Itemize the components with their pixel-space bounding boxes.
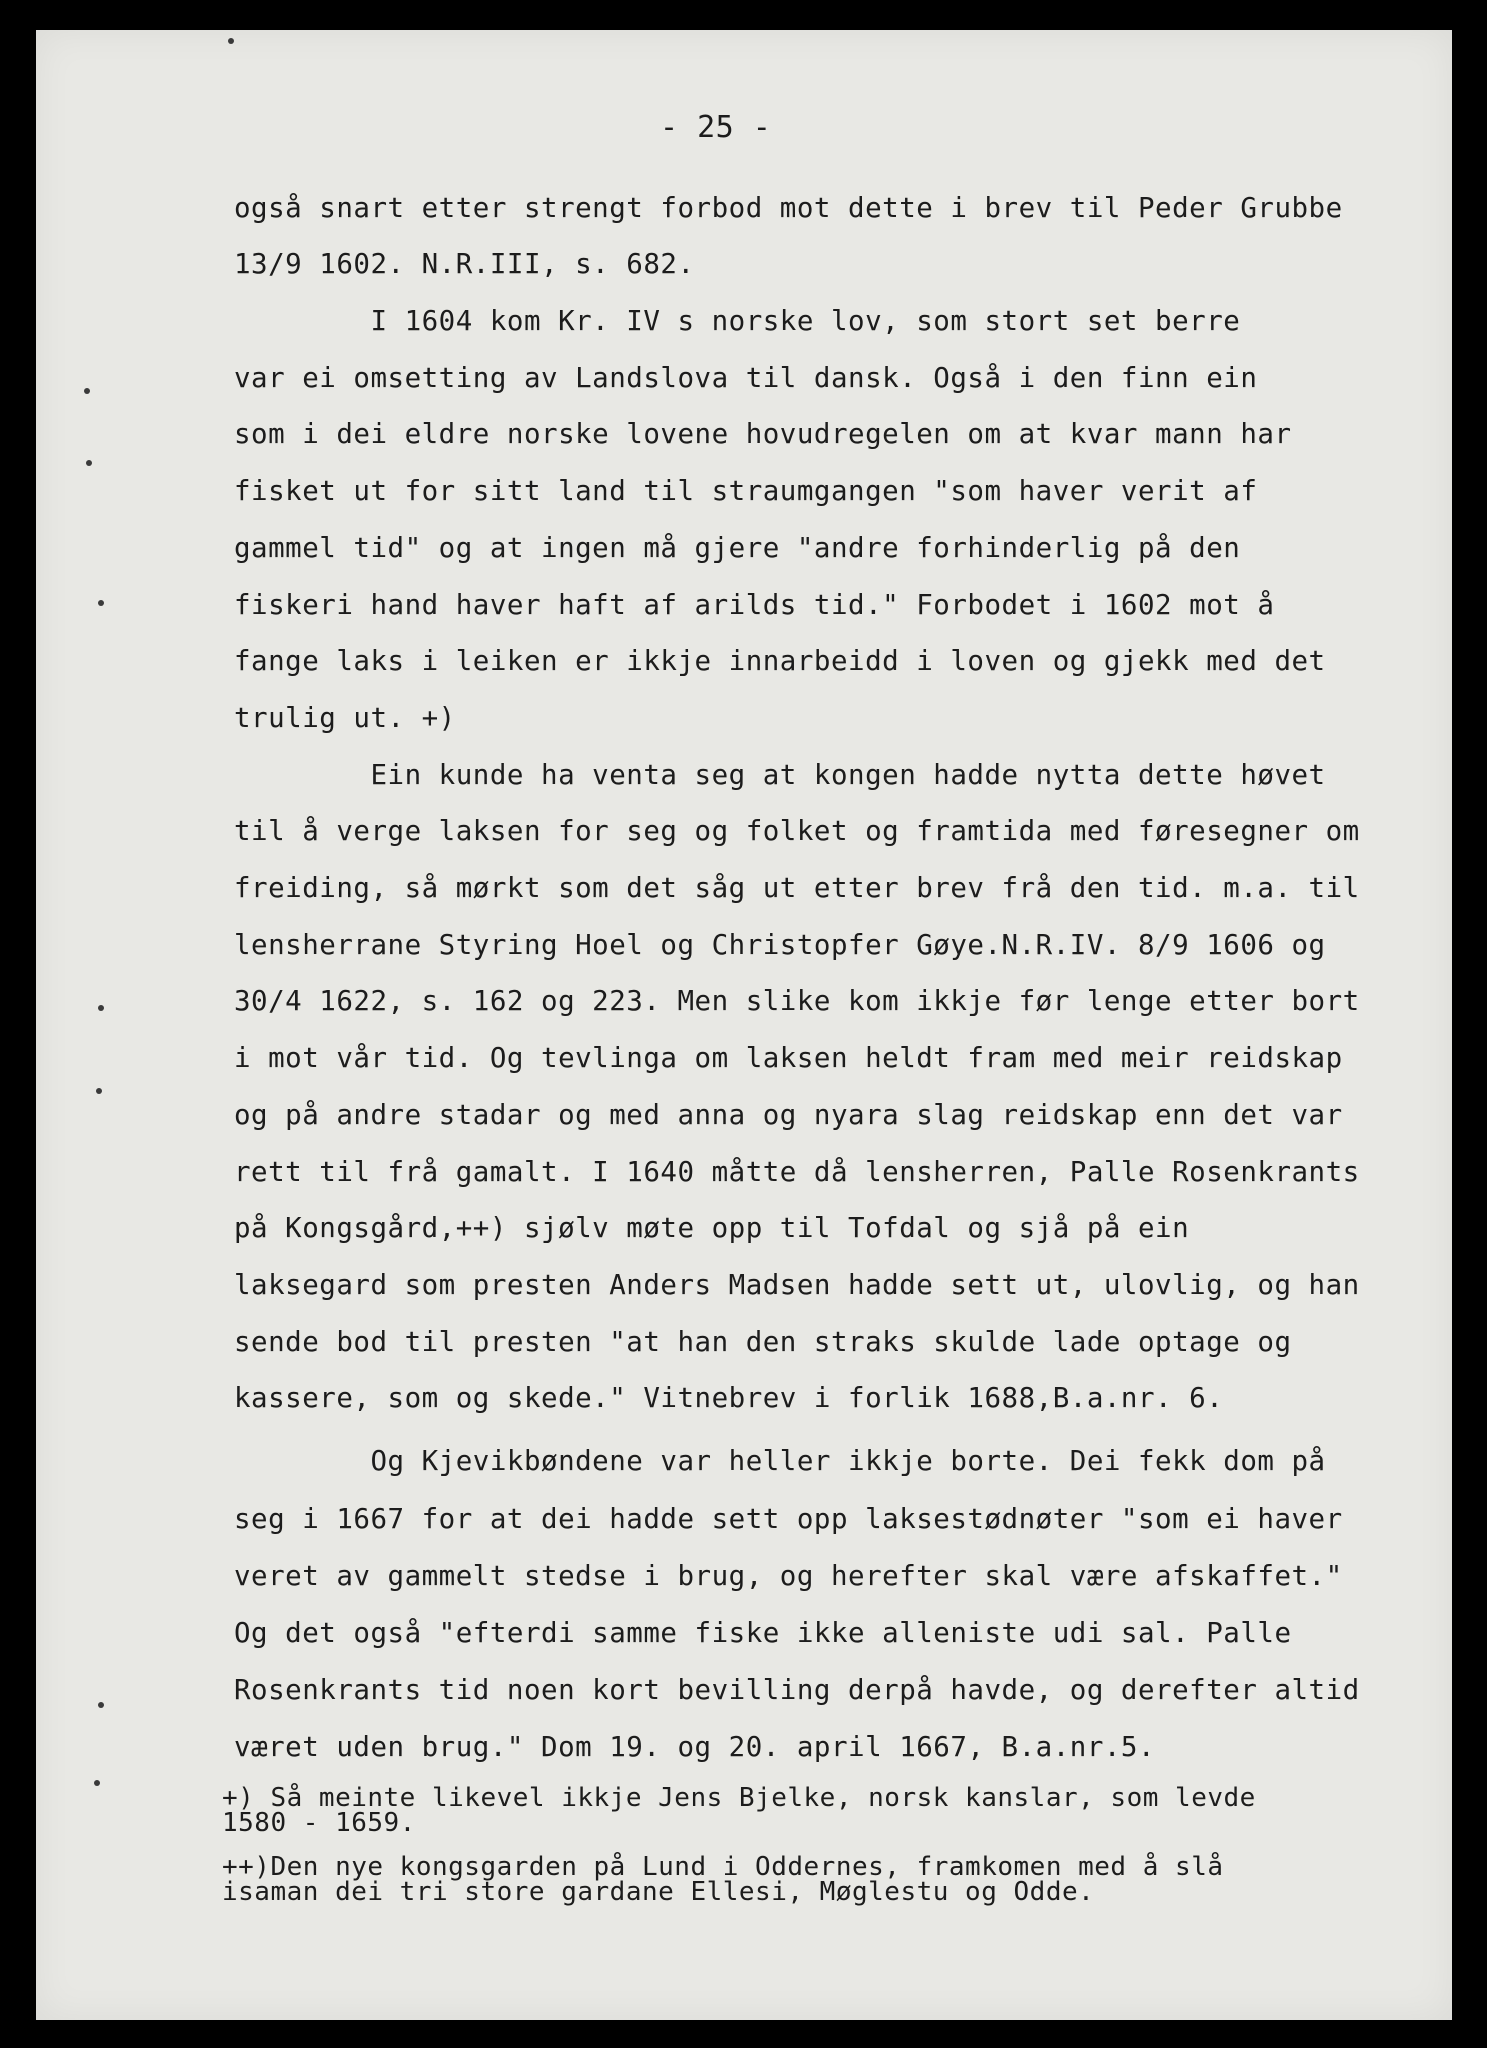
- page-number: - 25 -: [660, 110, 772, 145]
- body-line: også snart etter strengt forbod mot dette i brev til Peder Grubbe: [234, 192, 1343, 224]
- body-line: rett til frå gamalt. I 1640 måtte då lensherren, Palle Rosenkrants: [234, 1156, 1360, 1188]
- body-line: 30/4 1622, s. 162 og 223. Men slike kom ikkje før lenge etter bort: [234, 985, 1360, 1017]
- body-line: lensherrane Styring Hoel og Christopfer Gøye.N.R.IV. 8/9 1606 og: [234, 929, 1326, 961]
- body-line: fange laks i leiken er ikkje innarbeidd i loven og gjekk med det: [234, 645, 1326, 677]
- body-line: som i dei eldre norske lovene hovudregelen om at kvar mann har: [234, 418, 1292, 450]
- body-line: fisket ut for sitt land til straumgangen "som haver verit af: [234, 475, 1258, 507]
- body-line: fiskeri hand haver haft af arilds tid." Forbodet i 1602 mot å: [234, 589, 1275, 621]
- body-line: laksegard som presten Anders Madsen hadde sett ut, ulovlig, og han: [234, 1269, 1360, 1301]
- footnote-line: isaman dei tri store gardane Ellesi, Møglestu og Odde.: [222, 1877, 1095, 1907]
- body-line: var ei omsetting av Landslova til dansk. Også i den finn ein: [234, 362, 1258, 394]
- body-line: seg i 1667 for at dei hadde sett opp laksestødnøter "som ei haver: [234, 1503, 1343, 1535]
- body-line: veret av gammelt stedse i brug, og herefter skal være afskaffet.": [234, 1560, 1343, 1592]
- margin-mark: [98, 1702, 104, 1708]
- body-line: på Kongsgård,++) sjølv møte opp til Tofdal og sjå på ein: [234, 1212, 1190, 1244]
- footnote-line: +) Så meinte likevel ikkje Jens Bjelke, norsk kanslar, som levde: [222, 1783, 1256, 1813]
- body-line: freiding, så mørkt som det såg ut etter brev frå den tid. m.a. til: [234, 872, 1360, 904]
- body-line: og på andre stadar og med anna og nyara slag reidskap enn det var: [234, 1099, 1343, 1131]
- body-line: været uden brug." Dom 19. og 20. april 1667, B.a.nr.5.: [234, 1731, 1156, 1763]
- body-line: Og det også "efterdi samme fiske ikke alleniste udi sal. Palle: [234, 1617, 1292, 1649]
- body-line: Og Kjevikbøndene var heller ikkje borte. Dei fekk dom på: [234, 1445, 1326, 1477]
- body-line: sende bod til presten "at han den straks skulde lade optage og: [234, 1326, 1292, 1358]
- body-line: Rosenkrants tid noen kort bevilling derpå havde, og derefter altid: [234, 1674, 1360, 1706]
- body-line: trulig ut. +): [234, 702, 456, 734]
- margin-mark: [98, 600, 104, 606]
- margin-mark: [98, 1005, 104, 1011]
- body-line: Ein kunde ha venta seg at kongen hadde nytta dette høvet: [234, 759, 1326, 791]
- body-line: 13/9 1602. N.R.III, s. 682.: [234, 248, 695, 280]
- body-line: kassere, som og skede." Vitnebrev i forlik 1688,B.a.nr. 6.: [234, 1382, 1224, 1414]
- margin-mark: [228, 38, 234, 44]
- body-line: gammel tid" og at ingen må gjere "andre forhinderlig på den: [234, 532, 1241, 564]
- margin-mark: [84, 388, 90, 394]
- margin-mark: [96, 1088, 102, 1094]
- margin-mark: [94, 1780, 100, 1786]
- body-line: til å verge laksen for seg og folket og framtida med føresegner om: [234, 815, 1360, 847]
- footnote-line: 1580 - 1659.: [222, 1808, 416, 1838]
- body-line: I 1604 kom Kr. IV s norske lov, som stort set berre: [234, 305, 1241, 337]
- margin-mark: [86, 460, 92, 466]
- body-line: i mot vår tid. Og tevlinga om laksen heldt fram med meir reidskap: [234, 1042, 1343, 1074]
- footnote-line: ++)Den nye kongsgarden på Lund i Oddernes, framkomen med å slå: [222, 1852, 1224, 1882]
